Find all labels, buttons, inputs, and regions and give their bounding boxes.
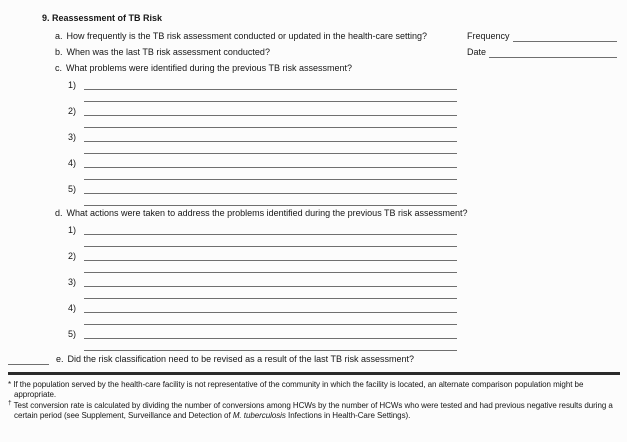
footnote-asterisk-marker: * [8,380,12,389]
frequency-field [467,31,617,42]
blank-number: 5) [68,329,77,339]
blank-row-c2 [68,104,617,128]
write-in-line[interactable] [84,194,457,206]
blank-number: 1) [68,80,77,90]
date-field [467,47,617,58]
write-in-line[interactable] [84,116,457,128]
question-e-label: e. [56,354,64,364]
blank-row-d4 [68,301,617,325]
write-in-line[interactable] [84,327,457,339]
write-in-line[interactable] [84,313,457,325]
frequency-line[interactable] [513,32,617,42]
write-in-lines [84,327,457,351]
blank-row-c4 [68,156,617,180]
write-in-line[interactable] [84,301,457,313]
blank-row-c1 [68,78,617,102]
footnote-dagger-italic: M. tuberculosis [232,411,286,420]
question-a-row [55,31,617,42]
write-in-line[interactable] [84,223,457,235]
answer-line-e[interactable] [8,355,49,365]
blank-number: 5) [68,184,77,194]
double-rule-divider [8,372,620,375]
blank-row-d1 [68,223,617,247]
write-in-line[interactable] [84,130,457,142]
question-d-text: What actions were taken to address the problems identified during the previous TB risk assessment? [66,208,468,218]
date-label: Date [467,47,487,57]
write-in-line[interactable] [84,235,457,247]
footnote-asterisk [8,380,621,400]
blank-row-d2 [68,249,617,273]
write-in-line[interactable] [84,156,457,168]
write-in-lines [84,275,457,299]
write-in-line[interactable] [84,168,457,180]
question-c-row [55,63,617,74]
footnote-dagger-text-start: Test conversion rate is calculated by dividing the number of conversions among HCWs by the number of HCWs who were tested and had previous negative results during a certain period (see Supplement, Surveillance and Detection of [13,401,613,420]
write-in-line[interactable] [84,249,457,261]
question-d-row [55,208,617,219]
write-in-lines [84,130,457,154]
blank-number: 4) [68,303,77,313]
question-a-text: How frequently is the TB risk assessment conducted or updated in the health-care setting? [66,31,428,41]
write-in-lines [84,223,457,247]
write-in-line[interactable] [84,261,457,273]
blank-number: 3) [68,277,77,287]
write-in-line[interactable] [84,78,457,90]
footnotes [8,380,621,421]
write-in-lines [84,301,457,325]
question-c-label: c. [55,63,63,73]
question-c-text: What problems were identified during the previous TB risk assessment? [66,63,352,73]
write-in-line[interactable] [84,90,457,102]
write-in-line[interactable] [84,142,457,154]
write-in-lines [84,78,457,102]
frequency-label: Frequency [467,31,510,41]
question-b-row [55,47,617,58]
question-d-label: d. [55,208,63,218]
footnote-dagger [8,401,621,421]
question-e-text: Did the risk classification need to be revised as a result of the last TB risk assessment? [67,354,415,364]
write-in-line[interactable] [84,104,457,116]
question-b-text: When was the last TB risk assessment conducted? [66,47,270,57]
footnote-dagger-text-end: Infections in Health-Care Settings). [285,411,411,420]
question-a-label: a. [55,31,63,41]
write-in-line[interactable] [84,275,457,287]
blank-number: 4) [68,158,77,168]
blank-number: 3) [68,132,77,142]
date-line[interactable] [489,48,617,58]
write-in-lines [84,249,457,273]
blank-number: 2) [68,251,77,261]
blank-number: 2) [68,106,77,116]
blank-row-d3 [68,275,617,299]
footnote-asterisk-text: If the population served by the health-care facility is not representative of the community in which the facility is located, an alternate comparison population might be appropriate. [13,380,584,399]
blank-row-c3 [68,130,617,154]
write-in-line[interactable] [84,182,457,194]
write-in-lines [84,104,457,128]
blank-row-c5 [68,182,617,206]
write-in-line[interactable] [84,287,457,299]
question-b-label: b. [55,47,63,57]
write-in-line[interactable] [84,339,457,351]
write-in-lines [84,156,457,180]
question-e-row [8,354,617,365]
section-heading: 9. Reassessment of TB Risk [42,13,163,23]
blank-row-d5 [68,327,617,351]
footnote-dagger-marker: † [8,399,12,407]
write-in-lines [84,182,457,206]
blank-number: 1) [68,225,77,235]
